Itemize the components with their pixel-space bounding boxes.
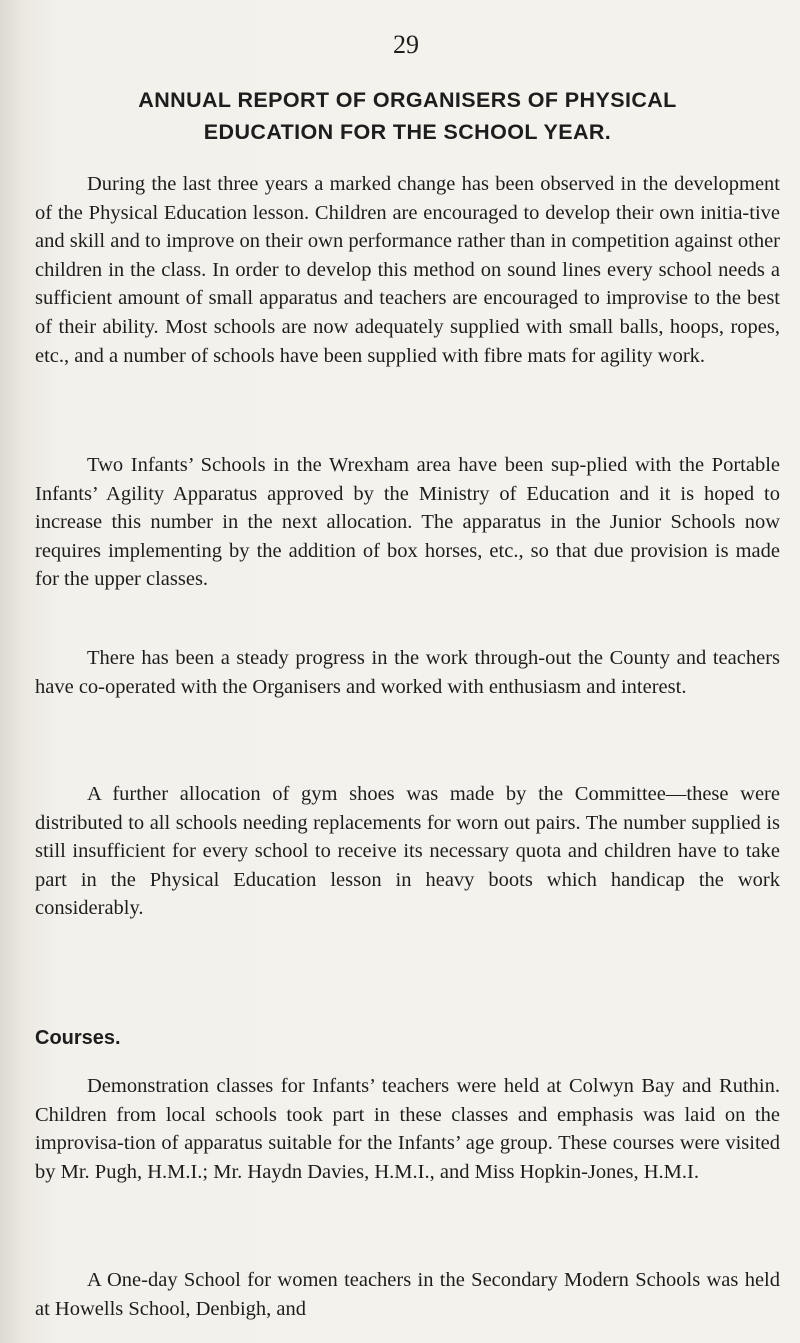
paragraph-progress: There has been a steady progress in the work through-out the County and teachers have co-operated with the Organisers and worked with enthusiasm and interest. xyxy=(35,647,780,698)
section-heading-courses: Courses. xyxy=(35,1027,121,1049)
paragraph-apparatus: During the last three years a marked change has been observed in the development of the Physical Education lesson. Children are encouraged to develop their own initia-tive and skill and to improve on their own performance rather than in competition against other children in the class. In order to develop this method on sound lines every school needs a sufficient amount of small apparatus and teachers are encouraged to improvise to the best of their ability. Most schools are now adequately supplied with small balls, hoops, ropes, etc., and a number of schools have been supplied with fibre mats for agility work. xyxy=(35,173,780,367)
page-number: 29 xyxy=(393,30,419,59)
paragraph-one-day-school: A One-day School for women teachers in the Secondary Modern Schools was held at Howells School, Denbigh, and xyxy=(35,1269,780,1320)
paragraph-demonstration-classes: Demonstration classes for Infants’ teachers were held at Colwyn Bay and Ruthin. Children from local schools took part in these classes and emphasis was laid on the improvisa-tion of apparatus suitable for the Infants’ age group. These courses were visited by Mr. Pugh, H.M.I.; Mr. Haydn Davies, H.M.I., and Miss Hopkin-Jones, H.M.I. xyxy=(35,1075,780,1183)
paragraph-infants-schools: Two Infants’ Schools in the Wrexham area have been sup-plied with the Portable Infants’ Agility Apparatus approved by the Ministry of Education and it is hoped to increase this number in the next allocation. The apparatus in the Junior Schools now requires implementing by the addition of box horses, etc., so that due provision is made for the upper classes. xyxy=(35,454,780,591)
report-title xyxy=(35,84,780,148)
title-line-2: EDUCATION FOR THE SCHOOL YEAR. xyxy=(203,120,612,144)
paragraph-gym-shoes: A further allocation of gym shoes was made by the Committee—these were distributed to all schools needing replacements for worn out pairs. The number supplied is still insufficient for every school to receive its necessary quota and children have to take part in the Physical Education lesson in heavy boots which handicap the work considerably. xyxy=(35,783,780,920)
title-line-1: ANNUAL REPORT OF ORGANISERS OF PHYSICAL xyxy=(138,88,677,112)
